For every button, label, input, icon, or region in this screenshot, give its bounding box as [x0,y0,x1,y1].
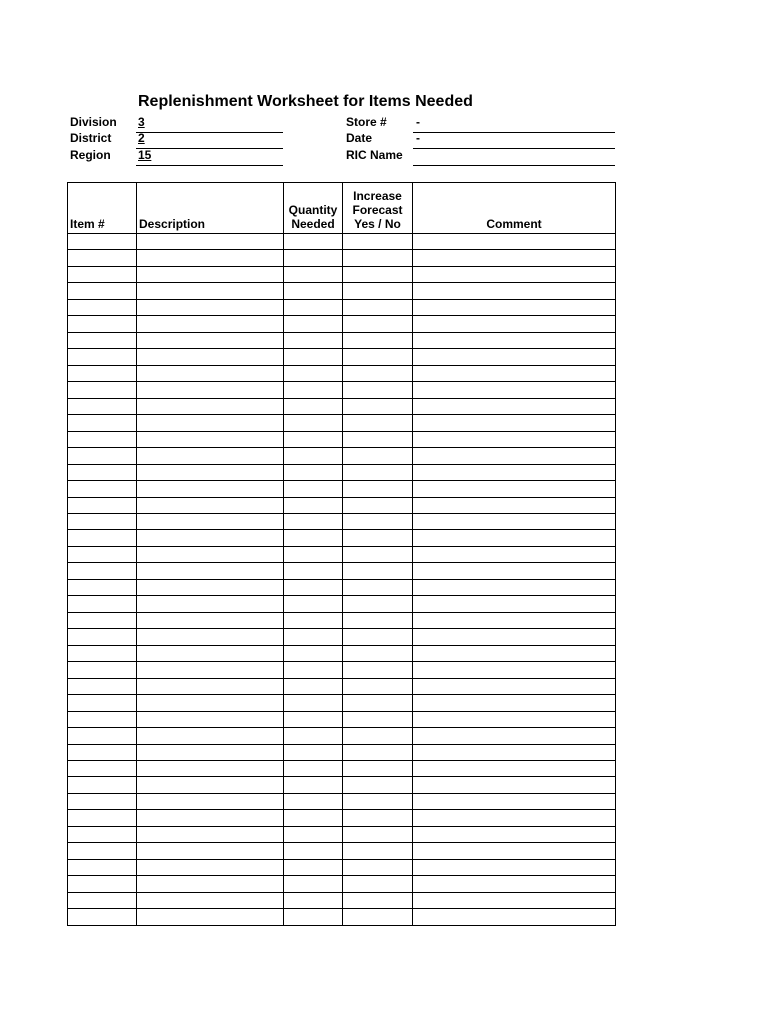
quantity-cell[interactable] [284,695,343,711]
region-value[interactable]: 15 [138,148,152,162]
worksheet-title: Replenishment Worksheet for Items Needed [138,93,473,110]
table-row [68,563,616,579]
comment-cell[interactable] [413,563,616,579]
item-cell[interactable] [68,876,137,892]
comment-cell[interactable] [413,349,616,365]
ric-name-underline [413,165,615,166]
quantity-cell[interactable] [284,415,343,431]
description-cell[interactable] [137,596,284,612]
table-row [68,382,616,398]
forecast-cell[interactable] [343,826,413,842]
quantity-cell[interactable] [284,563,343,579]
quantity-cell[interactable] [284,283,343,299]
item-cell[interactable] [68,250,137,266]
table-row [68,332,616,348]
quantity-cell[interactable] [284,843,343,859]
quantity-cell[interactable] [284,826,343,842]
description-cell[interactable] [137,530,284,546]
quantity-cell[interactable] [284,365,343,381]
comment-cell[interactable] [413,744,616,760]
table-row [68,448,616,464]
comment-cell[interactable] [413,810,616,826]
description-cell[interactable] [137,579,284,595]
description-cell[interactable] [137,513,284,529]
forecast-cell[interactable] [343,481,413,497]
division-underline [136,132,283,133]
item-cell[interactable] [68,678,137,694]
description-cell[interactable] [137,645,284,661]
comment-cell[interactable] [413,826,616,842]
description-cell[interactable] [137,546,284,562]
table-row [68,695,616,711]
comment-cell[interactable] [413,711,616,727]
forecast-cell[interactable] [343,761,413,777]
table-row [68,398,616,414]
quantity-cell[interactable] [284,316,343,332]
table-row [68,876,616,892]
quantity-cell[interactable] [284,398,343,414]
column-header-description: Description [137,183,284,234]
division-value[interactable]: 3 [138,115,145,129]
item-cell[interactable] [68,283,137,299]
forecast-cell[interactable] [343,546,413,562]
item-cell[interactable] [68,464,137,480]
comment-cell[interactable] [413,332,616,348]
description-cell[interactable] [137,793,284,809]
table-row [68,711,616,727]
date-value[interactable]: - [416,131,420,145]
comment-cell[interactable] [413,513,616,529]
table-row [68,349,616,365]
quantity-cell[interactable] [284,793,343,809]
forecast-cell[interactable] [343,448,413,464]
quantity-cell[interactable] [284,299,343,315]
description-cell[interactable] [137,464,284,480]
item-cell[interactable] [68,909,137,925]
table-row [68,761,616,777]
item-cell[interactable] [68,563,137,579]
item-cell[interactable] [68,810,137,826]
quantity-cell[interactable] [284,876,343,892]
description-cell[interactable] [137,678,284,694]
item-cell[interactable] [68,695,137,711]
table-row [68,678,616,694]
forecast-cell[interactable] [343,728,413,744]
quantity-cell[interactable] [284,909,343,925]
item-cell[interactable] [68,349,137,365]
forecast-cell[interactable] [343,415,413,431]
worksheet-table [67,182,616,926]
quantity-cell[interactable] [284,266,343,282]
forecast-cell[interactable] [343,596,413,612]
description-cell[interactable] [137,398,284,414]
quantity-cell[interactable] [284,513,343,529]
comment-cell[interactable] [413,299,616,315]
table-row [68,777,616,793]
description-cell[interactable] [137,859,284,875]
description-cell[interactable] [137,250,284,266]
quantity-cell[interactable] [284,332,343,348]
item-cell[interactable] [68,530,137,546]
table-row [68,892,616,908]
comment-cell[interactable] [413,530,616,546]
forecast-cell[interactable] [343,234,413,250]
quantity-cell[interactable] [284,728,343,744]
comment-cell[interactable] [413,365,616,381]
district-underline [136,148,283,149]
quantity-cell[interactable] [284,761,343,777]
table-row [68,662,616,678]
forecast-cell[interactable] [343,876,413,892]
comment-cell[interactable] [413,695,616,711]
quantity-cell[interactable] [284,711,343,727]
description-cell[interactable] [137,283,284,299]
quantity-cell[interactable] [284,612,343,628]
store-value[interactable]: - [416,115,420,129]
description-cell[interactable] [137,810,284,826]
quantity-cell[interactable] [284,596,343,612]
description-cell[interactable] [137,909,284,925]
item-cell[interactable] [68,546,137,562]
comment-cell[interactable] [413,250,616,266]
item-cell[interactable] [68,332,137,348]
item-cell[interactable] [68,316,137,332]
table-row [68,250,616,266]
description-cell[interactable] [137,843,284,859]
quantity-cell[interactable] [284,530,343,546]
forecast-cell[interactable] [343,382,413,398]
description-cell[interactable] [137,563,284,579]
description-cell[interactable] [137,777,284,793]
comment-cell[interactable] [413,859,616,875]
comment-cell[interactable] [413,464,616,480]
item-cell[interactable] [68,662,137,678]
comment-cell[interactable] [413,431,616,447]
item-cell[interactable] [68,777,137,793]
quantity-cell[interactable] [284,744,343,760]
comment-cell[interactable] [413,662,616,678]
date-label: Date [346,131,373,145]
comment-cell[interactable] [413,876,616,892]
comment-cell[interactable] [413,497,616,513]
item-cell[interactable] [68,448,137,464]
item-cell[interactable] [68,382,137,398]
item-cell[interactable] [68,431,137,447]
description-cell[interactable] [137,431,284,447]
date-underline [413,148,615,149]
forecast-cell[interactable] [343,678,413,694]
forecast-cell[interactable] [343,909,413,925]
comment-cell[interactable] [413,629,616,645]
table-row [68,431,616,447]
description-cell[interactable] [137,299,284,315]
description-cell[interactable] [137,316,284,332]
forecast-cell[interactable] [343,777,413,793]
comment-cell[interactable] [413,892,616,908]
table-row [68,843,616,859]
forecast-cell[interactable] [343,793,413,809]
item-cell[interactable] [68,266,137,282]
item-cell[interactable] [68,398,137,414]
forecast-cell[interactable] [343,266,413,282]
description-cell[interactable] [137,332,284,348]
item-cell[interactable] [68,579,137,595]
item-cell[interactable] [68,415,137,431]
store-underline [413,132,615,133]
table-row [68,299,616,315]
item-cell[interactable] [68,596,137,612]
description-cell[interactable] [137,892,284,908]
description-cell[interactable] [137,497,284,513]
region-label: Region [70,148,111,162]
column-header-increase-forecast: Increase Forecast Yes / No [343,183,413,234]
store-label: Store # [346,115,387,129]
forecast-cell[interactable] [343,579,413,595]
description-cell[interactable] [137,629,284,645]
table-row [68,283,616,299]
item-cell[interactable] [68,859,137,875]
division-label: Division [70,115,117,129]
item-cell[interactable] [68,513,137,529]
table-row [68,596,616,612]
comment-cell[interactable] [413,645,616,661]
comment-cell[interactable] [413,777,616,793]
table-row [68,629,616,645]
item-cell[interactable] [68,711,137,727]
quantity-cell[interactable] [284,464,343,480]
description-cell[interactable] [137,481,284,497]
table-row [68,497,616,513]
forecast-cell[interactable] [343,629,413,645]
comment-cell[interactable] [413,579,616,595]
quantity-cell[interactable] [284,662,343,678]
table-row [68,464,616,480]
ric-name-label: RIC Name [346,148,403,162]
table-row [68,645,616,661]
table-row [68,810,616,826]
table-row [68,826,616,842]
item-cell[interactable] [68,892,137,908]
item-cell[interactable] [68,612,137,628]
forecast-cell[interactable] [343,464,413,480]
forecast-cell[interactable] [343,859,413,875]
description-cell[interactable] [137,876,284,892]
table-row [68,579,616,595]
comment-cell[interactable] [413,596,616,612]
description-cell[interactable] [137,382,284,398]
description-cell[interactable] [137,695,284,711]
item-cell[interactable] [68,761,137,777]
table-row [68,234,616,250]
quantity-cell[interactable] [284,382,343,398]
item-cell[interactable] [68,234,137,250]
forecast-cell[interactable] [343,563,413,579]
table-row [68,793,616,809]
forecast-cell[interactable] [343,695,413,711]
item-cell[interactable] [68,728,137,744]
item-cell[interactable] [68,645,137,661]
table-row [68,612,616,628]
table-row [68,481,616,497]
description-cell[interactable] [137,826,284,842]
table-row [68,530,616,546]
quantity-cell[interactable] [284,645,343,661]
table-row [68,513,616,529]
forecast-cell[interactable] [343,744,413,760]
forecast-cell[interactable] [343,332,413,348]
description-cell[interactable] [137,662,284,678]
description-cell[interactable] [137,415,284,431]
forecast-cell[interactable] [343,892,413,908]
forecast-cell[interactable] [343,612,413,628]
item-cell[interactable] [68,793,137,809]
quantity-cell[interactable] [284,546,343,562]
table-row [68,316,616,332]
quantity-cell[interactable] [284,892,343,908]
forecast-cell[interactable] [343,349,413,365]
item-cell[interactable] [68,299,137,315]
quantity-cell[interactable] [284,777,343,793]
forecast-cell[interactable] [343,365,413,381]
quantity-cell[interactable] [284,579,343,595]
description-cell[interactable] [137,744,284,760]
forecast-cell[interactable] [343,662,413,678]
forecast-cell[interactable] [343,250,413,266]
column-header-item: Item # [68,183,137,234]
forecast-cell[interactable] [343,316,413,332]
table-header-row [68,183,616,234]
description-cell[interactable] [137,448,284,464]
item-cell[interactable] [68,497,137,513]
district-label: District [70,131,112,145]
item-cell[interactable] [68,481,137,497]
table-row [68,728,616,744]
comment-cell[interactable] [413,761,616,777]
quantity-cell[interactable] [284,810,343,826]
forecast-cell[interactable] [343,645,413,661]
forecast-cell[interactable] [343,497,413,513]
comment-cell[interactable] [413,678,616,694]
table-row [68,415,616,431]
comment-cell[interactable] [413,316,616,332]
description-cell[interactable] [137,728,284,744]
forecast-cell[interactable] [343,299,413,315]
description-cell[interactable] [137,266,284,282]
description-cell[interactable] [137,612,284,628]
comment-cell[interactable] [413,481,616,497]
quantity-cell[interactable] [284,497,343,513]
table-row [68,909,616,925]
quantity-cell[interactable] [284,234,343,250]
quantity-cell[interactable] [284,448,343,464]
comment-cell[interactable] [413,843,616,859]
forecast-cell[interactable] [343,810,413,826]
column-header-comment: Comment [413,183,616,234]
forecast-cell[interactable] [343,431,413,447]
forecast-cell[interactable] [343,513,413,529]
comment-cell[interactable] [413,546,616,562]
table-row [68,859,616,875]
quantity-cell[interactable] [284,629,343,645]
table-row [68,744,616,760]
description-cell[interactable] [137,761,284,777]
comment-cell[interactable] [413,415,616,431]
table-row [68,546,616,562]
district-value[interactable]: 2 [138,131,145,145]
forecast-cell[interactable] [343,398,413,414]
comment-cell[interactable] [413,793,616,809]
quantity-cell[interactable] [284,250,343,266]
comment-cell[interactable] [413,448,616,464]
quantity-cell[interactable] [284,859,343,875]
item-cell[interactable] [68,826,137,842]
item-cell[interactable] [68,629,137,645]
quantity-cell[interactable] [284,431,343,447]
quantity-cell[interactable] [284,678,343,694]
comment-cell[interactable] [413,398,616,414]
item-cell[interactable] [68,744,137,760]
forecast-cell[interactable] [343,530,413,546]
comment-cell[interactable] [413,612,616,628]
comment-cell[interactable] [413,382,616,398]
comment-cell[interactable] [413,909,616,925]
description-cell[interactable] [137,349,284,365]
region-underline [136,165,283,166]
description-cell[interactable] [137,711,284,727]
column-header-quantity-needed: Quantity Needed [284,183,343,234]
table-row [68,266,616,282]
comment-cell[interactable] [413,266,616,282]
comment-cell[interactable] [413,728,616,744]
item-cell[interactable] [68,843,137,859]
description-cell[interactable] [137,234,284,250]
item-cell[interactable] [68,365,137,381]
quantity-cell[interactable] [284,349,343,365]
quantity-cell[interactable] [284,481,343,497]
comment-cell[interactable] [413,283,616,299]
forecast-cell[interactable] [343,711,413,727]
table-row [68,365,616,381]
forecast-cell[interactable] [343,843,413,859]
forecast-cell[interactable] [343,283,413,299]
comment-cell[interactable] [413,234,616,250]
description-cell[interactable] [137,365,284,381]
